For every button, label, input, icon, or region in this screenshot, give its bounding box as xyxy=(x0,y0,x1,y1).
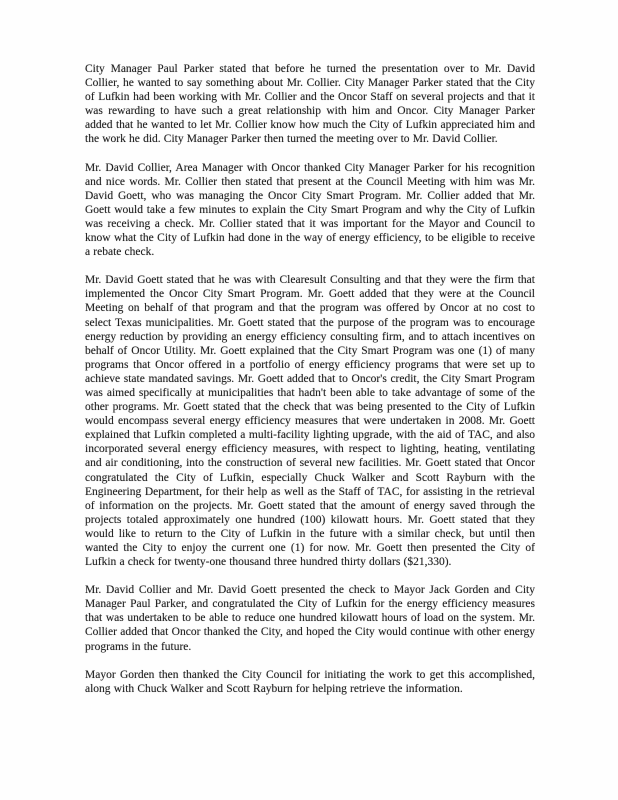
document-text-block xyxy=(85,62,535,696)
paragraph-check-presentation: Mr. David Collier and Mr. David Goett presented the check to Mayor Jack Gorden and City Manager Paul Parker, and congratulated the City of Lufkin for the energy efficiency measures that was undertaken to be able to reduce one hundred kilowatt hours of load on the system. Mr. Collier added that Oncor thanked the City, and hoped the City would continue with other energy programs in the future. xyxy=(85,584,535,653)
paragraph-city-manager-intro: City Manager Paul Parker stated that before he turned the presentation over to Mr. David Collier, he wanted to say something about Mr. Collier. City Manager Parker stated that the City of Lufkin had been working with Mr. Collier and the Oncor Staff on several projects and that it was rewarding to have such a great relationship with him and Oncor. City Manager Parker added that he wanted to let Mr. Collier know how much the City of Lufkin appreciated him and the work he did. City Manager Parker then turned the meeting over to Mr. David Collier. xyxy=(85,63,535,146)
paragraph-mayor-thanks: Mayor Gorden then thanked the City Council for initiating the work to get this accomplished, along with Chuck Walker and Scott Rayburn for helping retrieve the information. xyxy=(85,668,535,695)
paragraph-goett-program-details: Mr. David Goett stated that he was with Clearesult Consulting and that they were the firm that implemented the Oncor City Smart Program. Mr. Goett added that they were at the Council Meeting on behalf of that program and that the program was offered by Oncor at no cost to select Texas municipalities. Mr. Goett stated that the purpose of the program was to encourage energy reduction by providing an energy efficiency consulting firm, and to attach incentives on behalf of Oncor Utility. Mr. Goett explained that the City Smart Program was one (1) of many programs that Oncor offered in a portfolio of energy efficiency programs that were set up to achieve state mandated savings. Mr. Goett added that to Oncor's credit, the City Smart Program was aimed specifically at municipalities that hadn't been able to take advantage of some of the other programs. Mr. Goett stated that the check that was being presented to the City of Lufkin would encompass several energy efficiency measures that were undertaken in 2008. Mr. Goett explained that Lufkin completed a multi-facility lighting upgrade, with the aid of TAC, and also incorporated several energy efficiency measures, with respect to lighting, heating, ventilating and air conditioning, into the construction of several new facilities. Mr. Goett stated that Oncor congratulated the City of Lufkin, especially Chuck Walker and Scott Rayburn with the Engineering Department, for their help as well as the Staff of TAC, for assisting in the retrieval of information on the projects. Mr. Goett stated that the amount of energy saved through the projects totaled approximately one hundred (100) kilowatt hours. Mr. Goett stated that they would like to return to the City of Lufkin in the future with a similar check, but until then wanted the City to enjoy the current one (1) for now. Mr. Goett then presented the City of Lufkin a check for twenty-one thousand three hundred thirty dollars ($21,330). xyxy=(85,274,535,569)
paragraph-collier-remarks: Mr. David Collier, Area Manager with Oncor thanked City Manager Parker for his recognition and nice words. Mr. Collier then stated that present at the Council Meeting with him was Mr. David Goett, who was managing the Oncor City Smart Program. Mr. Collier added that Mr. Goett would take a few minutes to explain the City Smart Program and why the City of Lufkin was receiving a check. Mr. Collier stated that it was important for the Mayor and Council to know what the City of Lufkin had done in the way of energy efficiency, to be eligible to receive a rebate check. xyxy=(85,161,535,259)
